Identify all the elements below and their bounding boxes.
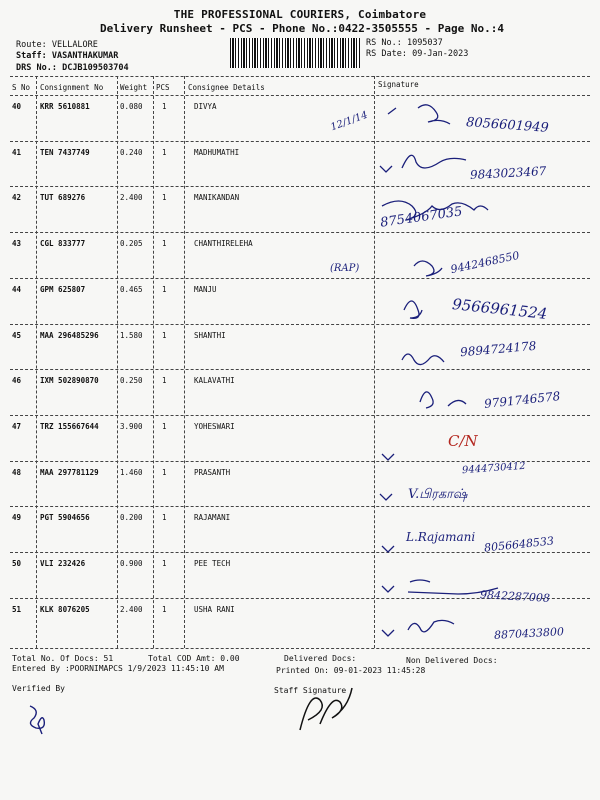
cell-sno: 47 <box>12 421 22 431</box>
cell-consignee: KALAVATHI <box>194 376 235 386</box>
cell-sno: 49 <box>12 513 22 523</box>
rs-no-value: 1095037 <box>406 38 443 48</box>
handwritten-note: (RAP) <box>330 263 360 274</box>
route-line <box>16 40 98 50</box>
route-label: Route: <box>16 40 47 50</box>
cell-consignment-no: CGL 833777 <box>40 239 86 249</box>
total-docs: Total No. Of Docs: 51 <box>12 654 114 663</box>
handwritten-phone: 8754067035 <box>379 204 464 231</box>
cell-consignee: RAJAMANI <box>194 513 231 523</box>
handwritten-phone: 9442468550 <box>449 248 521 277</box>
cell-weight: 1.460 <box>120 467 143 477</box>
cell-weight: 0.900 <box>120 559 143 568</box>
cell-pcs: 1 <box>162 239 167 249</box>
cell-weight: 0.200 <box>120 513 143 523</box>
cell-pcs: 1 <box>162 376 167 386</box>
signature-scribbles <box>378 96 598 656</box>
col-header-sno: S No <box>12 83 31 92</box>
cell-consignee: PEE TECH <box>194 559 231 568</box>
handwritten-phone: 8056601949 <box>465 115 550 136</box>
entered-by: Entered By :POORNIMAPCS 1/9/2023 11:45:10 AM <box>12 664 224 673</box>
cell-weight: 0.465 <box>120 284 143 294</box>
col-header-weight: Weight <box>120 83 148 92</box>
handwritten-phone: 8870433800 <box>493 625 565 642</box>
cell-sno: 40 <box>12 102 22 111</box>
rs-no-line <box>366 38 443 48</box>
cell-weight: 0.250 <box>120 376 143 386</box>
cell-consignment-no: PGT 5904656 <box>40 513 90 523</box>
cell-consignee: YOHESWARI <box>194 421 235 431</box>
handwritten-phone: 9444730412 <box>461 460 526 477</box>
cell-pcs: 1 <box>162 559 167 568</box>
cell-sno: 51 <box>12 604 22 614</box>
rs-date-label: RS Date: <box>366 49 407 59</box>
col-divider <box>374 76 375 648</box>
cell-sno: 41 <box>12 147 22 157</box>
handwritten-name: L.Rajamani <box>406 530 476 544</box>
printed-on: Printed On: 09-01-2023 11:45:28 <box>276 666 426 675</box>
cell-pcs: 1 <box>162 330 167 340</box>
cell-consignment-no: TUT 689276 <box>40 193 86 203</box>
col-header-consignment: Consignment No <box>40 83 104 92</box>
handwritten-name: V.பிரகாஷ் <box>408 487 468 502</box>
rs-date-value: 09-Jan-2023 <box>412 49 469 59</box>
delivered-docs: Delivered Docs: <box>284 654 357 663</box>
handwritten-phone: 9843023467 <box>469 164 547 182</box>
staff-label: Staff: <box>16 51 47 61</box>
verified-by-label: Verified By <box>12 684 65 693</box>
cell-weight: 3.900 <box>120 421 143 431</box>
staff-value: VASANTHAKUMAR <box>51 51 119 61</box>
cell-sno: 42 <box>12 193 22 203</box>
cell-pcs: 1 <box>162 604 167 614</box>
drs-value: DCJB109503704 <box>62 63 129 73</box>
handwritten-note: C/N <box>448 432 478 450</box>
col-divider <box>184 76 185 648</box>
company-title: THE PROFESSIONAL COURIERS, Coimbatore <box>173 8 427 21</box>
cell-sno: 44 <box>12 284 22 294</box>
cell-weight: 0.205 <box>120 239 143 249</box>
handwritten-note: 12/1/14 <box>329 109 370 134</box>
cell-consignment-no: MAA 296485296 <box>40 330 99 340</box>
col-header-signature: Signature <box>378 80 419 89</box>
runsheet-subtitle: Delivery Runsheet - PCS - Phone No.:0422-3505555 - Page No.:4 <box>100 22 504 35</box>
staff-signature-mark <box>292 680 362 740</box>
cell-consignment-no: IXM 502890870 <box>40 376 99 386</box>
cell-consignee: PRASANTH <box>194 467 231 477</box>
cell-consignment-no: VLI 232426 <box>40 559 86 568</box>
table-top-rule <box>10 76 590 77</box>
cell-pcs: 1 <box>162 284 167 294</box>
cell-consignment-no: MAA 297781129 <box>40 467 99 477</box>
cell-weight: 0.080 <box>120 102 143 111</box>
handwritten-phone: 9842287008 <box>479 588 551 605</box>
cell-consignee: USHA RANI <box>194 604 235 614</box>
cell-weight: 2.400 <box>120 193 143 203</box>
non-delivered-docs: Non Delivered Docs: <box>406 656 498 665</box>
cell-sno: 45 <box>12 330 22 340</box>
col-divider <box>117 76 118 648</box>
handwritten-phone: 9791746578 <box>483 389 561 411</box>
cell-consignee: SHANTHI <box>194 330 226 340</box>
total-cod: Total COD Amt: 0.00 <box>148 654 240 663</box>
col-header-pcs: PCS <box>156 83 170 92</box>
rs-date-line <box>366 49 468 59</box>
handwritten-phone: 8056648533 <box>483 534 555 555</box>
cell-consignee: MANIKANDAN <box>194 193 240 203</box>
cell-consignment-no: KLK 8076205 <box>40 604 90 614</box>
cell-consignment-no: KRR 5610881 <box>40 102 90 111</box>
cell-sno: 50 <box>12 559 22 568</box>
cell-pcs: 1 <box>162 193 167 203</box>
col-divider <box>36 76 37 648</box>
route-value: VELLALORE <box>51 40 98 50</box>
cell-pcs: 1 <box>162 421 167 431</box>
cell-sno: 46 <box>12 376 22 386</box>
barcode-image <box>230 38 360 68</box>
cell-weight: 0.240 <box>120 147 143 157</box>
col-divider <box>153 76 154 648</box>
cell-consignment-no: TEN 7437749 <box>40 147 90 157</box>
cell-sno: 48 <box>12 467 22 477</box>
cell-weight: 2.400 <box>120 604 143 614</box>
handwritten-phone: 9566961524 <box>451 295 549 323</box>
rs-no-label: RS No.: <box>366 38 402 48</box>
drs-label: DRS No.: <box>16 63 57 73</box>
staff-signature-label: Staff Signature <box>274 686 347 695</box>
staff-line <box>16 51 118 61</box>
cell-consignee: CHANTHIRELEHA <box>194 239 253 249</box>
cell-consignee: DIVYA <box>194 102 217 111</box>
verifier-signature <box>20 698 60 738</box>
cell-consignment-no: GPM 625807 <box>40 284 86 294</box>
col-header-consignee: Consignee Details <box>188 83 265 92</box>
cell-weight: 1.580 <box>120 330 143 340</box>
cell-pcs: 1 <box>162 467 167 477</box>
cell-consignee: MADHUMATHI <box>194 147 240 157</box>
cell-consignee: MANJU <box>194 284 217 294</box>
cell-sno: 43 <box>12 239 22 249</box>
cell-pcs: 1 <box>162 513 167 523</box>
cell-pcs: 1 <box>162 102 167 111</box>
handwritten-phone: 9894724178 <box>459 338 537 360</box>
cell-pcs: 1 <box>162 147 167 157</box>
cell-consignment-no: TRZ 155667644 <box>40 421 99 431</box>
drs-line <box>16 63 129 73</box>
table-bottom-rule <box>10 648 590 649</box>
